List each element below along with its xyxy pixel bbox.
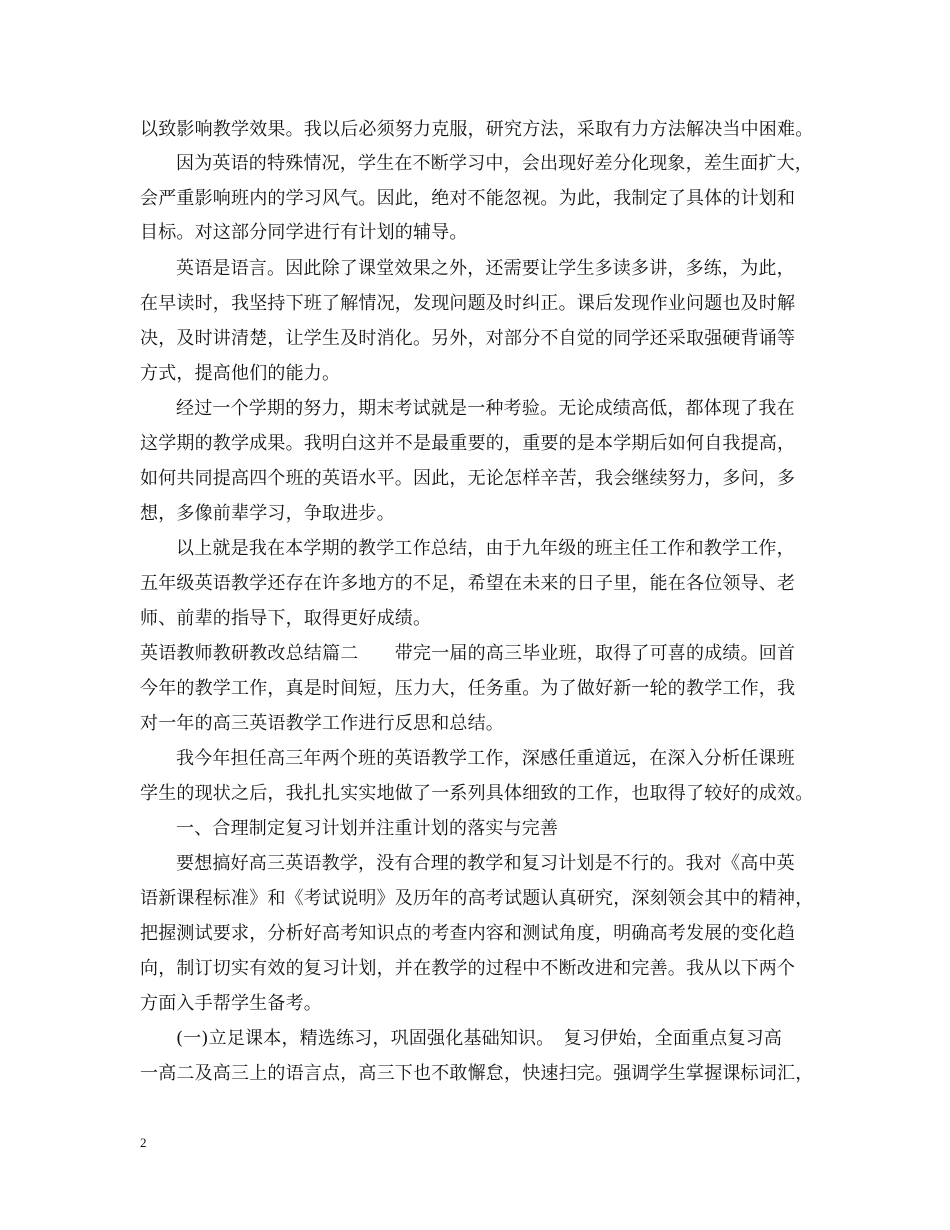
subheading-line: 一、合理制定复习计划并注重计划的落实与完善	[176, 818, 559, 839]
page-number: 2	[140, 1135, 147, 1150]
text-line: 如何共同提高四个班的英语水平。因此，无论怎样辛苦，我会继续努力，多问，多	[140, 468, 796, 489]
text-line: 语新课程标准》和《考试说明》及历年的高考试题认真研究，深刻领会其中的精神，	[140, 888, 814, 909]
text-line: (一)立足课本，精选练习，巩固强化基础知识。 复习伊始，全面重点复习高	[176, 1028, 783, 1049]
text-line: 要想搞好高三英语教学，没有合理的教学和复习计划是不行的。我对《高中英	[176, 853, 795, 874]
text-line: 学生的现状之后，我扎扎实实地做了一系列具体细致的工作，也取得了较好的成效。	[140, 783, 814, 804]
text-line: 想，多像前辈学习，争取进步。	[140, 503, 395, 524]
text-line: 把握测试要求，分析好高考知识点的考查内容和测试角度，明确高考发展的变化趋	[140, 923, 796, 944]
text-line: 在早读时，我坚持下班了解情况，发现问题及时纠正。课后发现作业问题也及时解	[140, 293, 796, 314]
text-line: 以致影响教学效果。我以后必须努力克服，研究方法，采取有力方法解决当中困难。	[140, 119, 814, 140]
text-line: 以上就是我在本学期的教学工作总结，由于九年级的班主任工作和教学工作，	[176, 538, 795, 559]
text-line: 方面入手帮学生备考。	[140, 993, 322, 1014]
text-line: 一高二及高三上的语言点，高三下也不敢懈怠，快速扫完。强调学生掌握课标词汇，	[140, 1063, 814, 1084]
text-line: 目标。对这部分同学进行有计划的辅导。	[140, 222, 468, 243]
text-line: 向，制订切实有效的复习计划，并在教学的过程中不断改进和完善。我从以下两个	[140, 958, 796, 979]
text-line: 今年的教学工作，真是时间短，压力大，任务重。为了做好新一轮的教学工作，我	[140, 678, 796, 699]
text-line: 方式，提高他们的能力。	[140, 363, 341, 384]
text-line: 对一年的高三英语教学工作进行反思和总结。	[140, 713, 504, 734]
text-line: 我今年担任高三年两个班的英语教学工作，深感任重道远，在深入分析任课班	[176, 748, 795, 769]
text-line: 经过一个学期的努力，期末考试就是一种考验。无论成绩高低，都体现了我在	[176, 398, 795, 419]
text-line: 会严重影响班内的学习风气。因此，绝对不能忽视。为此，我制定了具体的计划和	[140, 188, 796, 209]
text-line: 师、前辈的指导下，取得更好成绩。	[140, 608, 432, 629]
section-heading-line: 英语教师教研教改总结篇二 带完一届的高三毕业班，取得了可喜的成绩。回首	[140, 643, 796, 664]
text-line: 这学期的教学成果。我明白这并不是最重要的，重要的是本学期后如何自我提高，	[140, 433, 796, 454]
text-line: 五年级英语教学还存在许多地方的不足，希望在未来的日子里，能在各位领导、老	[140, 573, 796, 594]
text-line: 因为英语的特殊情况，学生在不断学习中，会出现好差分化现象，差生面扩大，	[176, 153, 813, 174]
text-line: 决，及时讲清楚，让学生及时消化。另外，对部分不自觉的同学还采取强硬背诵等	[140, 328, 796, 349]
text-line: 英语是语言。因此除了课堂效果之外，还需要让学生多读多讲，多练，为此，	[176, 258, 795, 279]
